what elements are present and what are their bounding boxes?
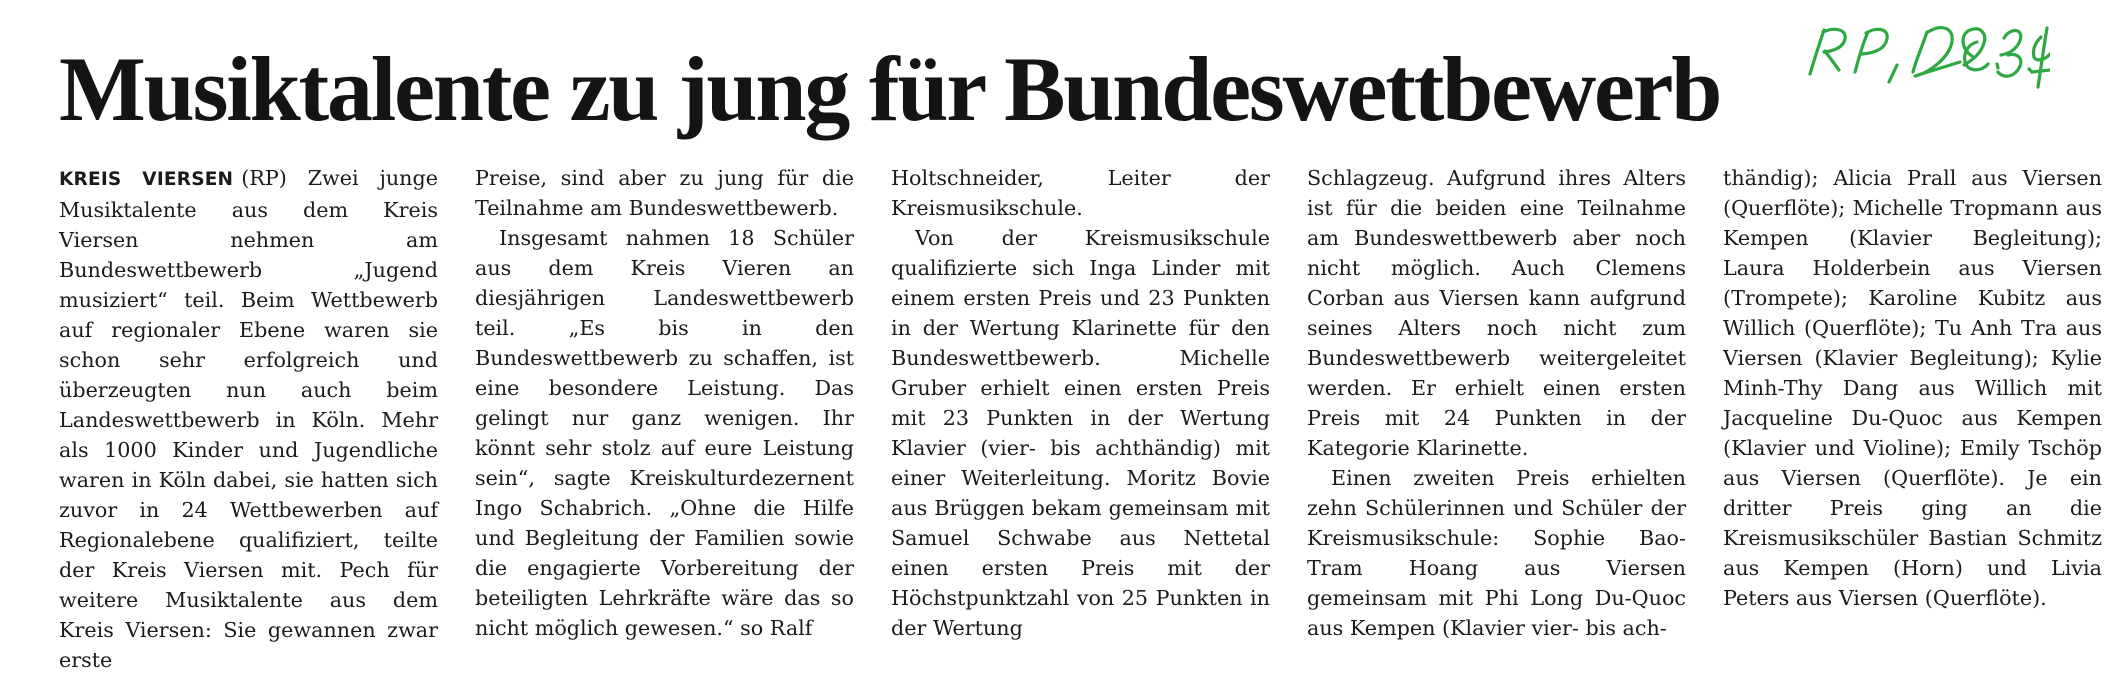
article-column-5 [1723,163,2102,613]
article-paragraph: Schlagzeug. Aufgrund ihres Alters ist für die beiden eine Teilnahme am Bundeswettbewerb aber noch nicht möglich. Auch Clemens Corban aus Viersen kann aufgrund seines Alters noch nicht zum Bundeswettbewerb weitergeleitet werden. Er erhielt einen ersten Preis mit 24 Punkten in der Kategorie Klarinette. [1307,166,1686,460]
article-columns [59,163,2102,672]
article-paragraph [59,163,438,675]
article-column-1 [59,163,438,672]
article-paragraph: thändig); Alicia Prall aus Viersen (Querflöte); Michelle Tropmann aus Kempen (Klavier Begleitung); Laura Holderbein aus Viersen (Trompete); Karoline Kubitz aus Willich (Querflöte); Tu Anh Tra aus Viersen (Klavier Begleitung); Kylie Minh-Thy Dang aus Willich mit Jacqueline Du-Quoc aus Kempen (Klavier und Violine); Emily Tschöp aus Viersen (Querflöte). Je ein dritter Preis ging an die Kreismusikschüler Bastian Schmitz aus Kempen (Horn) und Livia Peters aus Viersen (Querflöte). [1723,166,2102,610]
handwritten-annotation [1800,12,2050,102]
article-paragraph: Einen zweiten Preis erhielten zehn Schülerinnen und Schüler der Kreismusikschule: Sophie Bao-Tram Hoang aus Viersen gemeinsam mit Phi Long Du-Quoc aus Kempen (Klavier vier- bis ach- [1307,466,1686,640]
article-paragraph: Insgesamt nahmen 18 Schüler aus dem Kreis Vieren an diesjährigen Landeswettbewerb teil. „Es bis in den Bundeswettbewerb zu schaffen, ist eine besondere Leistung. Das gelingt nur ganz wenigen. Ihr könnt sehr stolz auf eure Leistung sein“, sagte Kreiskulturdezernent Ingo Schabrich. „Ohne die Hilfe und Begleitung der Familien sowie die engagierte Vorbereitung der beteiligten Lehrkräfte wäre das so nicht möglich gewesen.“ so Ralf [475,226,854,640]
article-paragraph-text: (RP) Zwei junge Musiktalente aus dem Kreis Viersen nehmen am Bundeswettbewerb „Jugend musiziert“ teil. Beim Wettbewerb auf regionaler Ebene waren sie schon sehr erfolgreich und überzeugten nun auch beim Landeswettbewerb in Köln. Mehr als 1000 Kinder und Jugendliche waren in Köln dabei, sie hatten sich zuvor in 24 Wettbewerben auf Regionalebene qualifiziert, teilte der Kreis Viersen mit. Pech für weitere Musiktalente aus dem Kreis Viersen: Sie gewannen zwar erste [59,166,438,672]
article-paragraph: Holtschneider, Leiter der Kreismusikschule. [891,166,1270,220]
handwritten-annotation-drawing [1800,12,2050,102]
article-column-2 [475,163,854,640]
article-headline: Musiktalente zu jung für Bundeswettbewerb [59,38,1721,140]
article-paragraph: Preise, sind aber zu jung für die Teilnahme am Bundeswettbewerb. [475,166,854,220]
article-column-3 [891,163,1270,640]
article-column-4 [1307,163,1686,640]
article-paragraph: Von der Kreismusikschule qualifizierte sich Inga Linder mit einem ersten Preis und 23 Punkten in der Wertung Klarinette für den Bundeswettbewerb. Michelle Gruber erhielt einen ersten Preis mit 23 Punkten in der Wertung Klavier (vier- bis achthändig) mit einer Weiterleitung. Moritz Bovie aus Brüggen bekam gemeinsam mit Samuel Schwabe aus Nettetal einen ersten Preis mit der Höchstpunktzahl von 25 Punkten in der Wertung [891,226,1270,640]
article-dateline: KREIS VIERSEN [59,169,234,190]
